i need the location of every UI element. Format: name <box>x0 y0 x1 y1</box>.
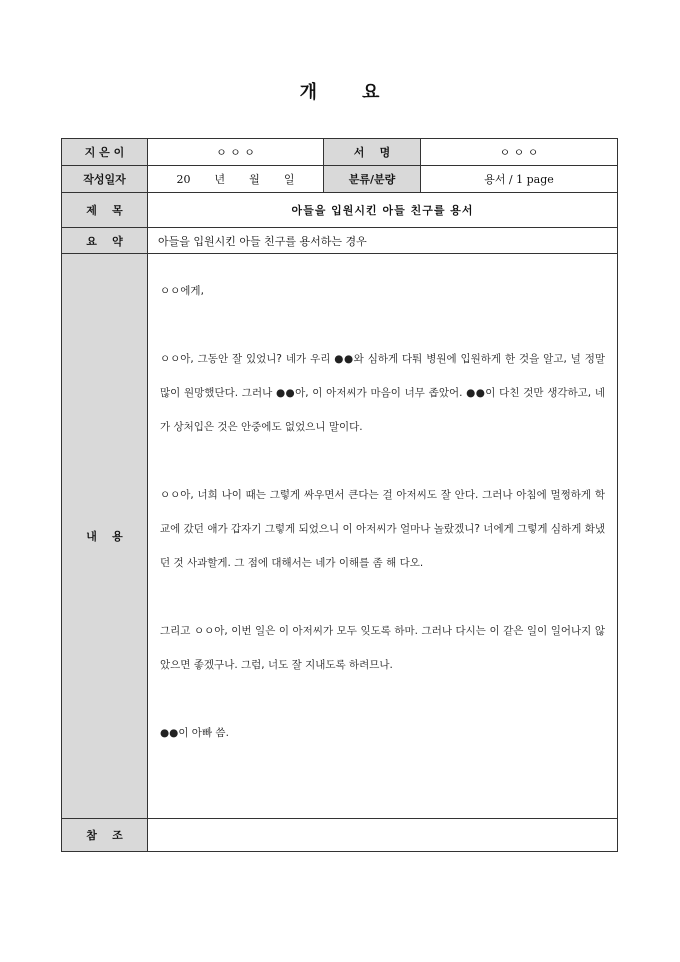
date-month-unit: 월 <box>249 173 260 186</box>
subject-value: 아들을 입원시킨 아들 친구를 용서 <box>148 193 618 228</box>
content-value <box>148 254 618 819</box>
author-value: ㅇ ㅇ ㅇ <box>148 139 324 166</box>
summary-row <box>62 228 618 254</box>
category-value: 용서 / 1 page <box>421 166 618 193</box>
summary-value: 아들을 입원시킨 아들 친구를 용서하는 경우 <box>148 228 618 254</box>
letter-paragraph: ㅇㅇ아, 너희 나이 때는 그렇게 싸우면서 큰다는 걸 아저씨도 잘 안다. 그러나 아침에 멀쩡하게 학교에 갔던 애가 갑자기 그렇게 되었으니 이 아저씨가 얼마나 놀랐겠니? 너에게 그렇게 심하게 화냈던 것 사과할게. 그 점에 대해서는 네가 이해를 좀 해 다오. <box>160 489 605 569</box>
date-year: 20 <box>176 173 191 186</box>
letter-paragraph: 그리고 ㅇㅇ아, 이번 일은 이 아저씨가 모두 잊도록 하마. 그러나 다시는 이 같은 일이 일어나지 않았으면 좋겠구나. 그럼, 너도 잘 지내도록 하려므나. <box>160 625 605 671</box>
letter-greeting: ㅇㅇ에게, <box>160 285 204 297</box>
date-year-unit: 년 <box>214 173 226 186</box>
content-label: 내 용 <box>62 254 148 819</box>
summary-label: 요 약 <box>62 228 148 254</box>
author-label: 지 은 이 <box>62 139 148 166</box>
letter-body <box>148 254 617 750</box>
reference-value <box>148 819 618 852</box>
content-row <box>62 254 618 819</box>
page-title-part: 요 <box>362 82 381 103</box>
signature-label: 서 명 <box>324 139 421 166</box>
summary-form-table <box>61 138 618 852</box>
subject-row <box>62 193 618 228</box>
signature-value: ㅇ ㅇ ㅇ <box>421 139 618 166</box>
date-value <box>148 166 324 193</box>
date-label: 작성일자 <box>62 166 148 193</box>
category-label: 분류/분량 <box>324 166 421 193</box>
letter-signoff: ●●이 아빠 씀. <box>160 727 229 739</box>
subject-label: 제 목 <box>62 193 148 228</box>
author-row <box>62 139 618 166</box>
date-row <box>62 166 618 193</box>
page-title <box>0 78 680 104</box>
page-title-part: 개 <box>299 82 318 103</box>
letter-paragraph: ㅇㅇ아, 그동안 잘 있었니? 네가 우리 ●●와 심하게 다퉈 병원에 입원하게 한 것을 알고, 널 정말 많이 원망했단다. 그러나 ●●아, 이 아저씨가 마음이 너무 좁았어. ●●이 다친 것만 생각하고, 네가 상처입은 것은 안중에도 없었으니 말이다. <box>160 353 605 433</box>
date-day-unit: 일 <box>283 173 295 186</box>
reference-label: 참 조 <box>62 819 148 852</box>
reference-row <box>62 819 618 852</box>
